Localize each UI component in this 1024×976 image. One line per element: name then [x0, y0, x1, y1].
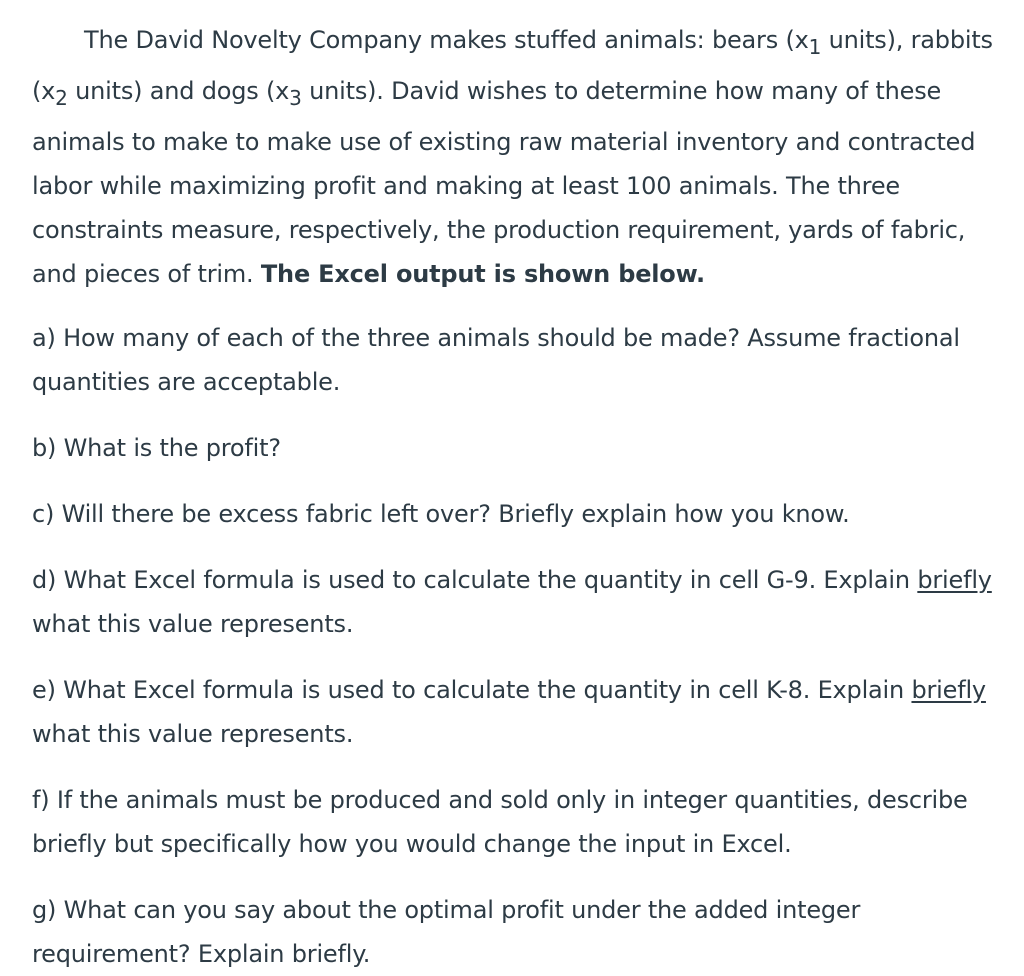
intro-text-3: units) and dogs (x	[67, 76, 290, 105]
subscript-2: 2	[55, 85, 68, 110]
question-e	[32, 668, 1000, 756]
subscript-3: 3	[289, 85, 302, 110]
intro-text-2: units), rabbits (x	[32, 26, 993, 105]
question-d-text: d) What Excel formula is used to calculate the quantity in cell G-9. Explain	[32, 565, 918, 594]
question-e-rest: what this value represents.	[32, 719, 354, 748]
question-d	[32, 558, 1000, 646]
subscript-1: 1	[808, 34, 822, 59]
question-b: b) What is the profit?	[32, 433, 281, 462]
question-e-text: e) What Excel formula is used to calculate the quantity in cell K-8. Explain	[32, 675, 912, 704]
question-d-underlined: briefly	[917, 565, 992, 594]
intro-text-1: The David Novelty Company makes stuffed animals: bears (x	[84, 26, 809, 54]
question-f: f) If the animals must be produced and sold only in integer quantities, describe briefly but specifically how you would change the input in Excel.	[32, 785, 968, 858]
question-d-rest: what this value represents.	[32, 609, 354, 638]
question-g: g) What can you say about the optimal profit under the added integer requirement? Explain briefly.	[32, 895, 861, 968]
question-a: a) How many of each of the three animals should be made? Assume fractional quantities are acceptable.	[32, 323, 960, 396]
intro-paragraph	[32, 18, 1000, 296]
question-c: c) Will there be excess fabric left over? Briefly explain how you know.	[32, 499, 850, 528]
question-e-underlined: briefly	[911, 675, 986, 704]
intro-bold-text: The Excel output is shown below.	[260, 259, 705, 288]
intro-text-4: units). David wishes to determine how many of these animals to make to make use of existing raw material inventory and contracted labor while maximizing profit and making at least 100 animals. The three constraints measure, respectively, the production requirement, yards of fabric, and pieces of trim.	[32, 76, 976, 288]
